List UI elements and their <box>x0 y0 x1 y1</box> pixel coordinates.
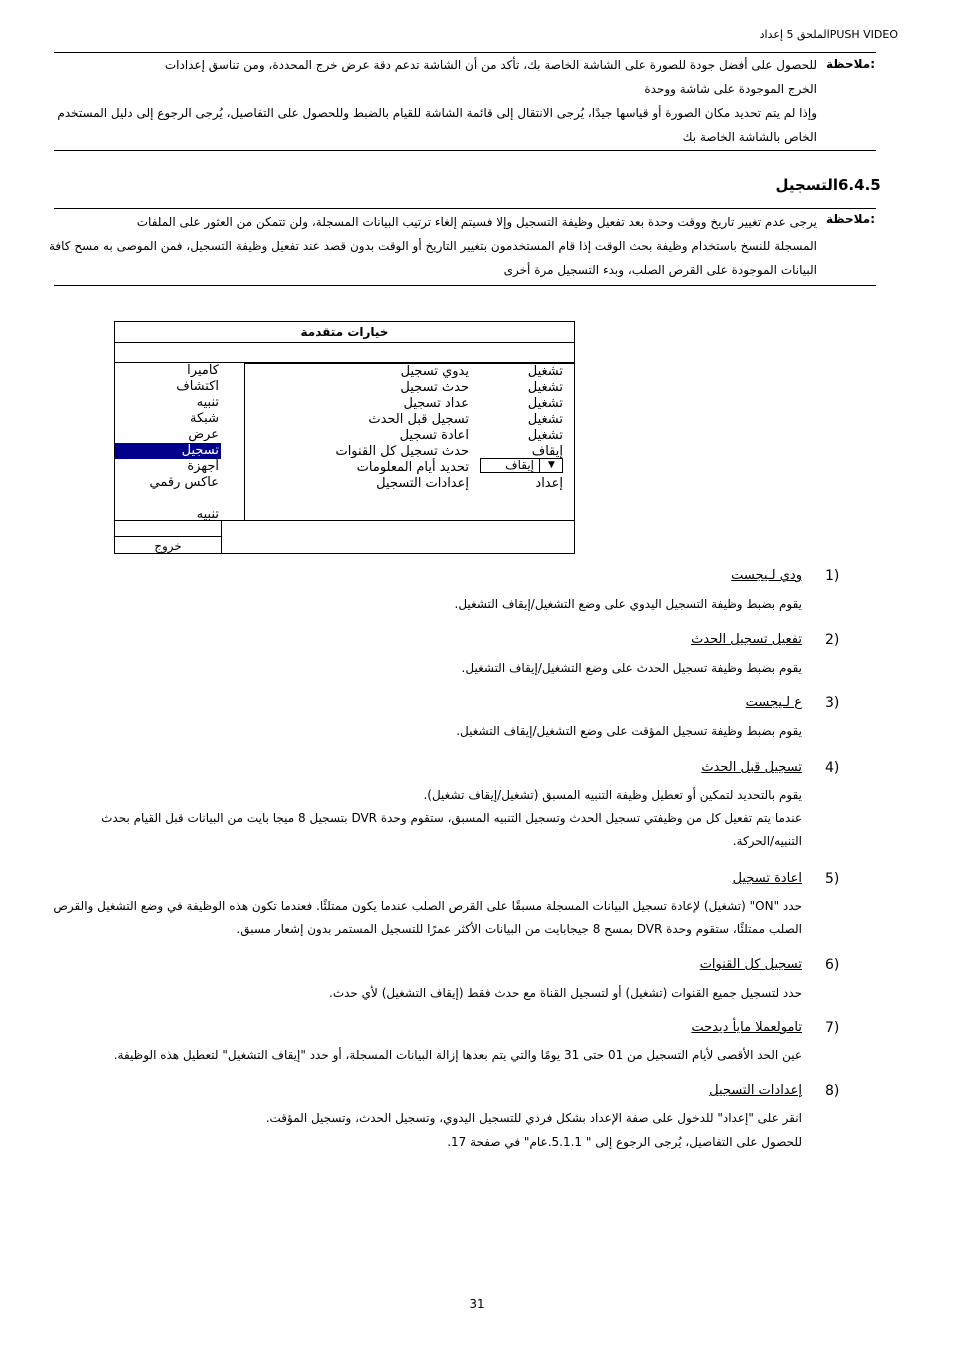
note-line: المسجلة للنسخ باستخدام وظيفة بحث الوقت إذا قام المستخدمون بتغيير التاريخ أو الوقت بدون قصد عند تفعيل وظيفة التسجيل، فمن الموصى به مسح كافة <box>48 239 817 253</box>
item-text: للحصول على التفاصيل، يُرجى الرجوع إلى " 5.1.1.عام" في صفحة 17. <box>447 1135 802 1149</box>
note-line: الخرج الموجودة على شاشة ووحدة <box>644 82 817 96</box>
dropdown-value: إيقاف <box>505 458 534 472</box>
item-text: يقوم بضبط وظيفة التسجيل اليدوي على وضع التشغيل/إيقاف التشغيل. <box>454 597 802 611</box>
note-label: ملاحظة: <box>826 212 875 226</box>
setting-label: عداد تسجيل <box>403 396 469 411</box>
menu-item-record[interactable]: تسجيل <box>115 443 221 459</box>
item-text: الصلب ممتلئًا، ستقوم وحدة DVR بمسح 8 جيجابايت من البيانات الأكثر عمرًا للتسجيل المستمر بدون إشعار مسبق. <box>236 922 802 936</box>
setting-value[interactable]: تشغيل <box>527 396 563 411</box>
item-title: تسجيل قبل الحدث <box>701 760 802 775</box>
menu-item-blank <box>115 491 221 507</box>
divider <box>115 536 221 537</box>
setting-label: تحديد أيام المعلومات <box>356 460 469 475</box>
setting-value[interactable]: إيقاف <box>531 444 563 459</box>
menu-item-network[interactable]: شبكة <box>190 411 219 426</box>
item-text: يقوم بضبط وظيفة تسجيل المؤقت على وضع التشغيل/إيقاف التشغيل. <box>456 724 802 738</box>
item-text: عين الحد الأقصى لأيام التسجيل من 01 حتى 31 يومًا والتي يتم بعدها إزالة البيانات المسجلة، أو حدد "إيقاف التشغيل" لتعطيل هذه الوظيفة. <box>113 1048 802 1062</box>
item-title: ودي لـيجست <box>731 568 802 583</box>
setting-label: حدث تسجيل كل القنوات <box>335 444 469 459</box>
item-number: 4) <box>825 760 840 776</box>
section-number: 6.4.5 <box>838 176 881 194</box>
item-text: انقر على "إعداد" للدخول على صفة الإعداد بشكل فردي للتسجيل اليدوي، وتسجيل الحدث، وتسجيل المؤقت. <box>265 1111 802 1125</box>
divider <box>221 520 222 553</box>
item-number: 6) <box>825 957 840 973</box>
setting-label: إعدادات التسجيل <box>376 476 469 491</box>
item-title: تسجيل كل القنوات <box>699 957 802 972</box>
setting-label: حدث تسجيل <box>400 380 469 395</box>
setup-button[interactable]: إعداد <box>535 476 563 491</box>
setting-value[interactable]: تشغيل <box>527 412 563 427</box>
setting-label: اعادة تسجيل <box>399 428 469 443</box>
item-number: 8) <box>825 1083 840 1099</box>
page-header: PUSH VIDEOالملحق 5 إعداد <box>759 28 898 41</box>
note-line: يرجى عدم تغيير تاريخ ووقت وحدة بعد تفعيل وظيفة التسجيل وإلا فسيتم إلغاء ترتيب البيانات المسجلة، ولن تتمكن من العثور على الملفات <box>136 215 817 229</box>
note-line: البيانات الموجودة على القرص الصلب، وبدء التسجيل مرة أخرى <box>503 263 817 277</box>
item-title: تامولعملا مايأ ديدحت <box>691 1020 802 1035</box>
item-number: 2) <box>825 632 840 648</box>
divider <box>54 150 876 151</box>
setting-label: يدوي تسجيل <box>400 364 469 379</box>
menu-item-dcc[interactable]: عاكس رقمي <box>149 475 219 490</box>
menu-category-list <box>115 363 221 523</box>
data-days-dropdown[interactable] <box>480 458 563 473</box>
item-text: يقوم بضبط وظيفة تسجيل الحدث على وضع التشغيل/إيقاف التشغيل. <box>461 661 802 675</box>
menu-item-devices[interactable]: أجهزة <box>187 459 219 474</box>
note-label: ملاحظة: <box>826 57 875 71</box>
item-number: 7) <box>825 1020 840 1036</box>
divider <box>54 208 876 209</box>
menu-item-detection[interactable]: اكتشاف <box>176 379 219 394</box>
divider <box>54 285 876 286</box>
menu-title: خيارات متقدمة <box>115 322 574 343</box>
page-number: 31 <box>469 1297 485 1311</box>
menu-item-display[interactable]: عرض <box>188 427 219 442</box>
advanced-options-menu <box>114 321 575 554</box>
item-text: يقوم بالتحديد لتمكين أو تعطيل وظيفة التنبيه المسبق (تشغيل/إيقاف تشغيل). <box>423 788 802 802</box>
menu-item-camera[interactable]: كاميرا <box>187 363 219 378</box>
item-title: تفعيل تسجيل الحدث <box>691 632 802 647</box>
item-text: حدد "ON" (تشغيل) لإعادة تسجيل البيانات المسجلة مسبقًا على القرص الصلب عندما يكون ممتلئًا. فعندما تكون هذه الوظيفة في وضع التشغيل والقرص <box>53 899 802 913</box>
section-title: التسجيل <box>775 176 838 194</box>
item-number: 1) <box>825 568 840 584</box>
chevron-down-icon[interactable]: ▼ <box>539 459 563 472</box>
item-text: التنبيه/الحركة. <box>732 834 802 848</box>
note-line: الخاص بالشاشة الخاصة بك <box>682 130 817 144</box>
note-line: للحصول على أفضل جودة للصورة على الشاشة الخاصة بك، تأكد من أن الشاشة تدعم دقة عرض خرج المحددة، ومن تناسق إعدادات <box>164 58 817 72</box>
item-number: 3) <box>825 695 840 711</box>
setting-value[interactable]: تشغيل <box>527 364 563 379</box>
item-title: اعادة تسجيل <box>732 871 802 886</box>
note-line: وإذا لم يتم تحديد مكان الصورة أو قياسها جيدًا، يُرجى الانتقال إلى قائمة الشاشة للقيام بالضبط وللحصول على التفاصيل، يُرجى الرجوع إلى دليل المستخدم <box>57 106 817 120</box>
menu-item-alert[interactable]: تنبيه <box>196 395 219 410</box>
item-title: ع لـيجست <box>745 695 802 710</box>
item-title: إعدادات التسجيل <box>709 1083 802 1098</box>
item-text: حدد لتسجيل جميع القنوات (تشغيل) أو لتسجيل القناة مع حدث فقط (إيقاف التشغيل) لأي حدث. <box>329 986 802 1000</box>
setting-value[interactable]: تشغيل <box>527 380 563 395</box>
item-number: 5) <box>825 871 840 887</box>
divider <box>115 520 574 521</box>
setting-value[interactable]: تشغيل <box>527 428 563 443</box>
item-text: عندما يتم تفعيل كل من وظيفتي تسجيل الحدث وتسجيل التنبيه المسبق، ستقوم وحدة DVR بتسجيل 8 ميجا بايت من البيانات قبل القيام بحدث <box>101 811 802 825</box>
setting-label: تسجيل قبل الحدث <box>368 412 469 427</box>
exit-button[interactable]: خروج <box>154 539 182 553</box>
record-settings-panel <box>244 363 575 521</box>
menu-item-notify[interactable]: تنبيه <box>196 507 219 522</box>
